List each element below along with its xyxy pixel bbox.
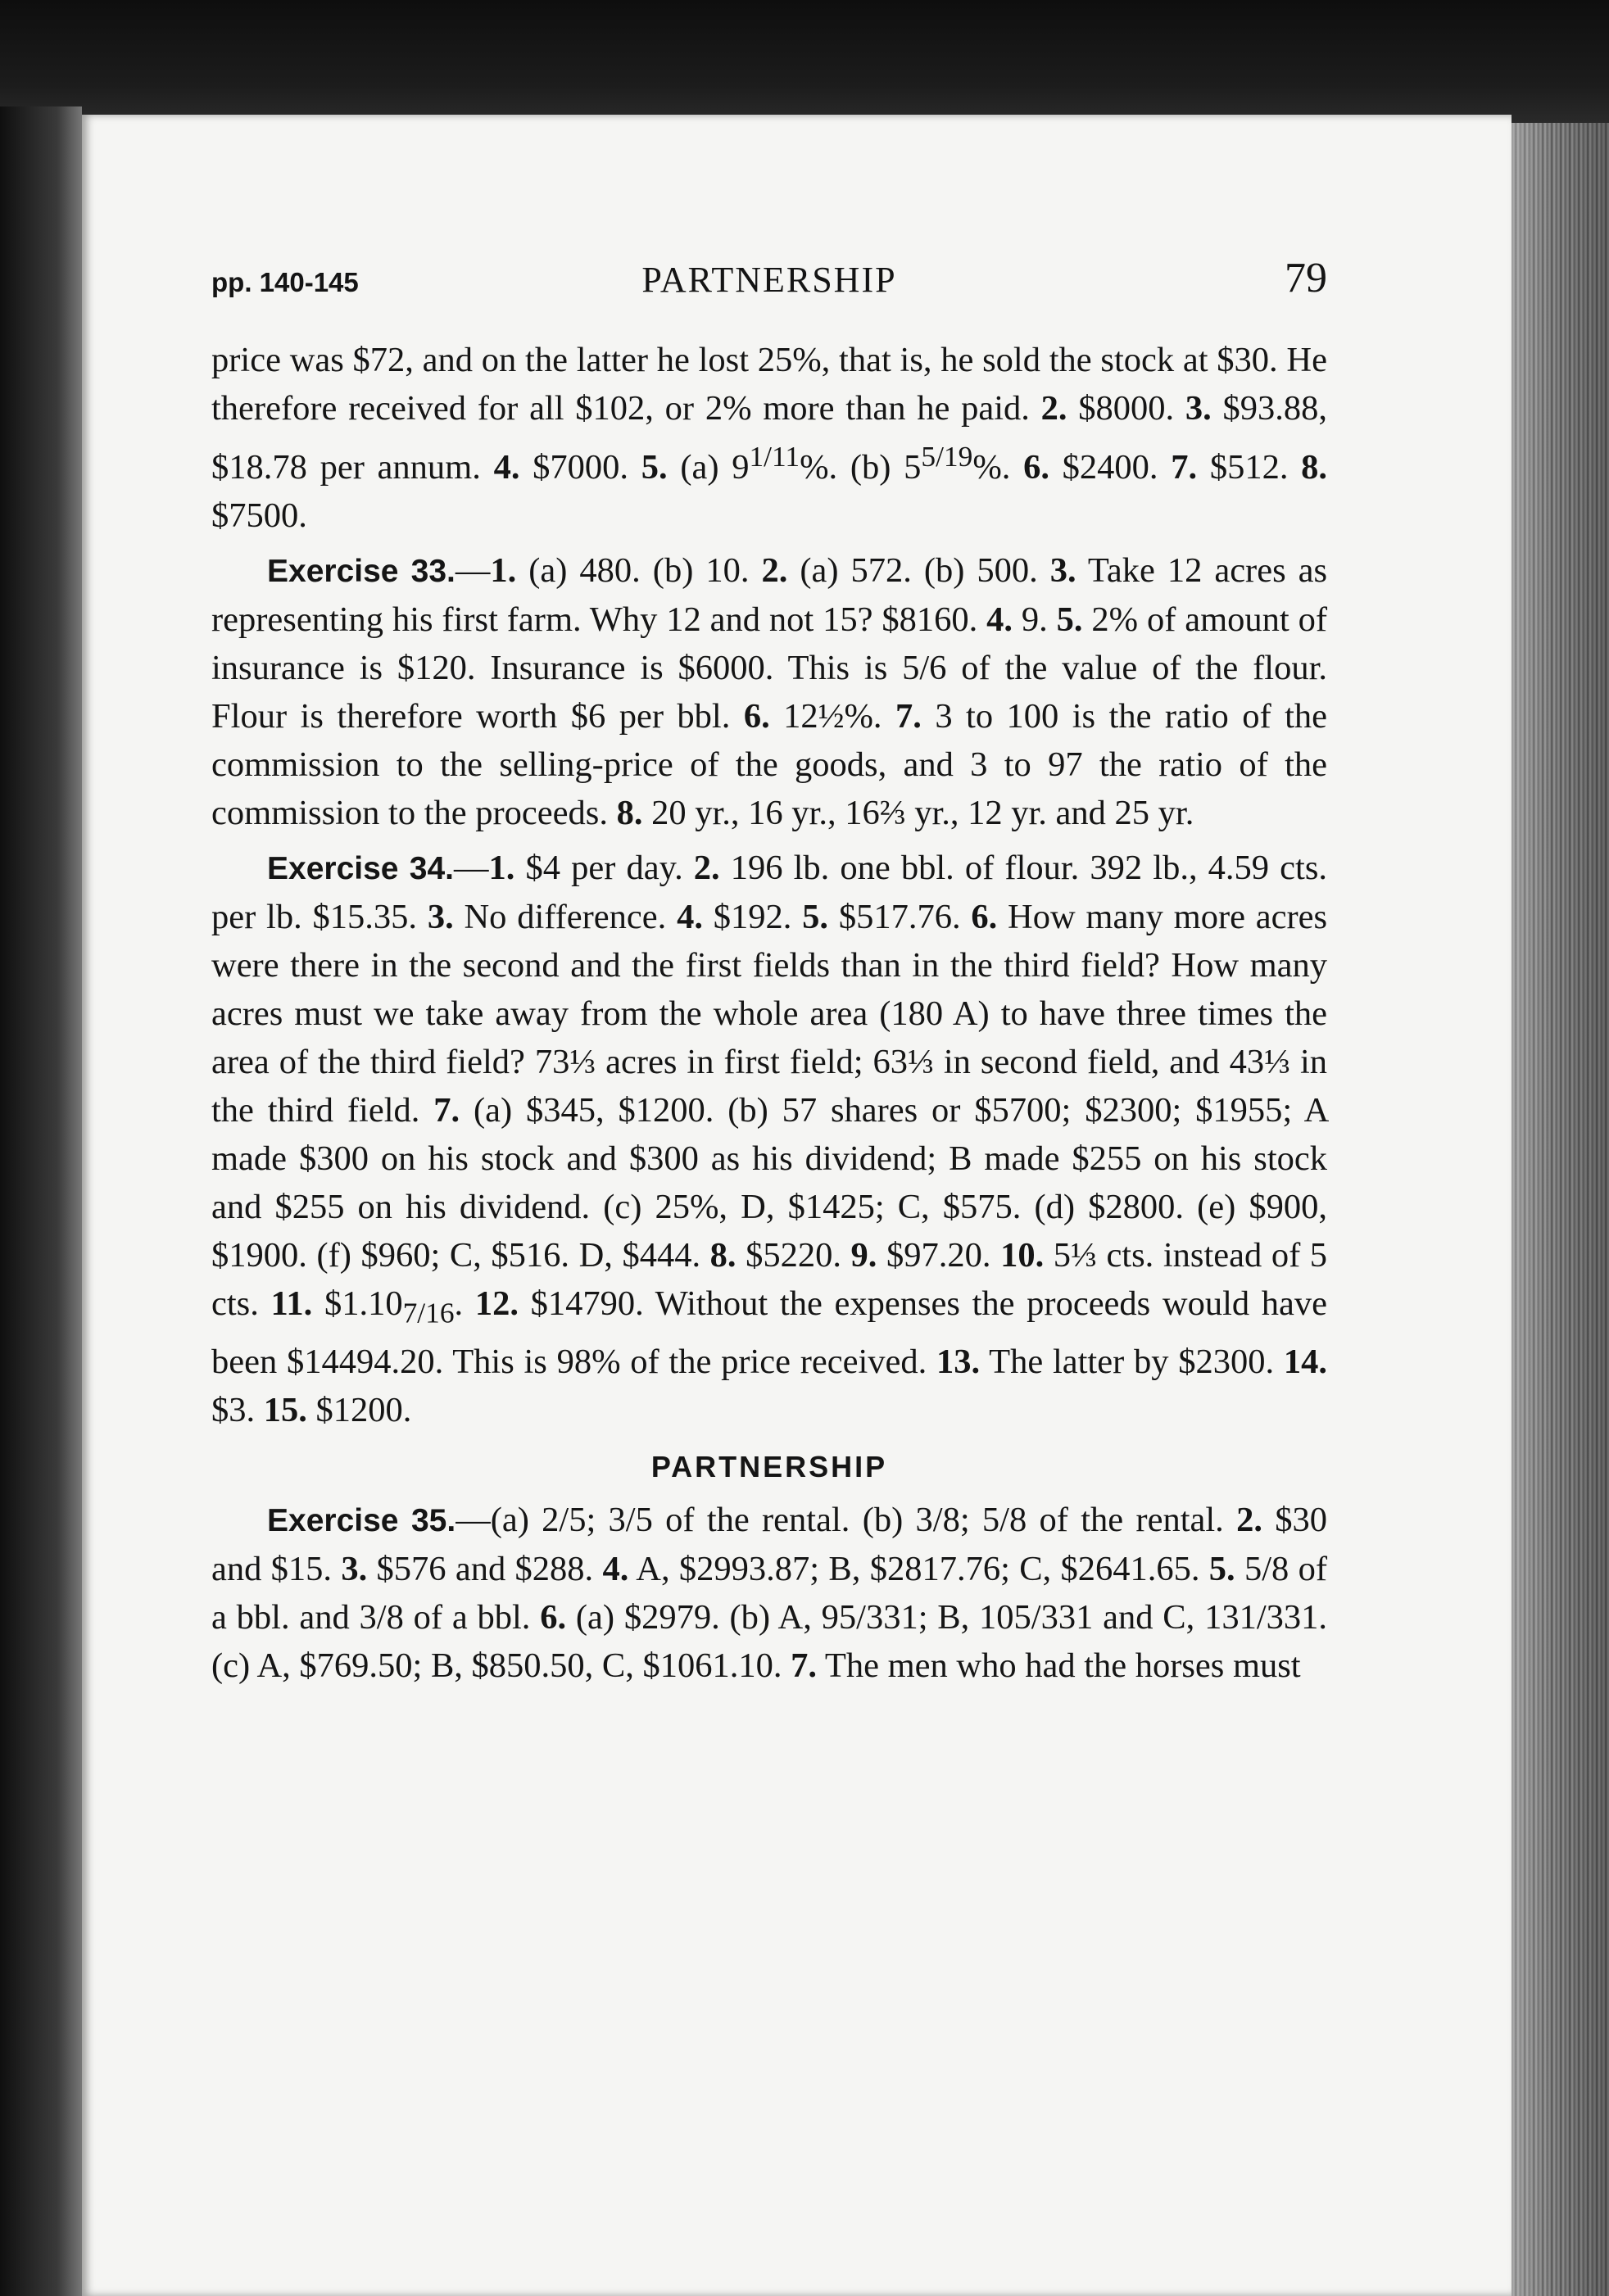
text-line: $2400. <box>1049 448 1172 487</box>
answer-number: 12. <box>474 1284 519 1324</box>
text-line: of 5 cts. <box>211 1236 1328 1324</box>
text-line: The latter by $2300. <box>980 1342 1284 1381</box>
text-line: $517.76. <box>828 898 972 937</box>
text-line: proceeds. <box>475 794 617 833</box>
answer-number: 4. <box>493 448 520 487</box>
text-line: A, $2993.87; B, <box>628 1549 861 1588</box>
text-line: of the goods, and 3 to 97 the ratio of the commission to the <box>211 745 1327 833</box>
text-line: (a) 9 <box>667 448 750 487</box>
text-line: $2979. (b) A, 95/331; B, 105/331 and C, 131/331. (c) A, $769.50; B, <box>211 1597 1328 1685</box>
text-line: flour. Flour is therefore worth $6 per bbl. <box>211 649 1328 736</box>
text-line: (a) 572. (b) 500. <box>787 551 1038 591</box>
text-line: 196 lb. one bbl. of flour. <box>719 849 1080 888</box>
exercise-label: Exercise 34. <box>267 851 455 887</box>
answer-number: 15. <box>263 1390 307 1429</box>
answer-number: 3. <box>427 898 454 937</box>
fraction: 5/19 <box>921 440 973 473</box>
text-line: $512. <box>1197 448 1302 487</box>
text-line: the proceeds would have been $14494.20. This is 98% of the <box>211 1284 1328 1381</box>
answer-number: 4. <box>986 600 1013 640</box>
page-edges-shade <box>1512 123 1609 2296</box>
text-line: price received. <box>721 1342 937 1381</box>
exercise-label: Exercise 33. <box>267 554 456 590</box>
text-line: $345, $1200. (b) 57 shares or $5700; $2300; $1955; A <box>526 1091 1328 1130</box>
text-line: 2% of amount of insurance <box>211 600 1328 688</box>
answer-number: 5. <box>802 898 829 937</box>
text-line: —(a) 2/5; 3/5 of the rental. (b) 3/8; 5/8 of the rental. <box>456 1500 1224 1539</box>
fraction: 7/16 <box>402 1296 455 1329</box>
text-line: made $300 on his stock and $300 as his dividend; B made <box>211 1139 1060 1179</box>
text-line: 5⅓ cts. instead <box>1044 1236 1262 1275</box>
answer-number: 6. <box>743 697 770 736</box>
text-line: — <box>454 849 489 888</box>
text-line: price was $72, and on the latter he lost 25%, that is, he sold the <box>211 341 1092 379</box>
text-line: $93.88, $18.78 per annum. <box>211 389 1327 487</box>
answer-number: 4. <box>677 898 703 937</box>
text-line: $850.50, C, $1061.10. <box>471 1646 791 1685</box>
text-line: %. (b) 5 <box>800 448 922 487</box>
text-line: $1200. <box>315 1390 412 1429</box>
text-line: three times the area of the third field? 73⅓ acres in first <box>211 994 1328 1082</box>
answer-number: 5. <box>1056 600 1083 640</box>
text-line: 20 yr., 16 yr., 16⅔ yr., 12 yr. and 25 yr. <box>642 794 1194 833</box>
page-body <box>211 336 1327 1690</box>
text-line: is $120. Insurance is $6000. This is 5/6 of the value of the <box>359 649 1239 688</box>
text-line: $192. <box>702 898 792 937</box>
answer-number: 2. <box>1236 1500 1262 1539</box>
answer-number: 8. <box>1301 448 1328 487</box>
text-line: $3. <box>211 1390 264 1429</box>
text-line: (a) <box>460 1091 513 1130</box>
text-line: second and the first fields than in the third field? How many <box>462 946 1327 985</box>
text-line: 9. <box>1012 600 1057 640</box>
text-line: stock at $30. He therefore received for all $102, or 2% more <box>211 341 1327 428</box>
answer-number: 4. <box>602 1549 629 1588</box>
exercise-label: Exercise 35. <box>267 1502 456 1538</box>
answer-number: 7. <box>433 1091 460 1130</box>
paragraph-continuation <box>211 336 1327 540</box>
fraction: 1/11 <box>749 440 800 473</box>
answer-number: 2. <box>761 551 788 591</box>
answer-number: 1. <box>488 849 515 888</box>
answer-number: 14. <box>1283 1342 1327 1381</box>
text-line: $14790. Without the expenses <box>518 1284 960 1324</box>
text-line: How many more acres were there in the <box>211 898 1328 985</box>
text-line: $516. D, $444. <box>491 1236 710 1275</box>
text-line: field; 63⅓ in second field, and 43⅓ in the third field. <box>211 1043 1328 1130</box>
text-line: 3 to 100 is the ratio of the commission to the selling-price <box>211 697 1328 785</box>
answer-number: 8. <box>709 1236 737 1275</box>
page-range: pp. 140-145 <box>211 267 359 297</box>
text-line: (a) <box>566 1597 615 1637</box>
exercise-35 <box>211 1496 1327 1690</box>
scan-background-left <box>0 106 82 2296</box>
section-heading: PARTNERSHIP <box>650 1449 888 1483</box>
answer-number: 3. <box>341 1549 368 1588</box>
text-line: — <box>455 551 491 591</box>
answer-number: 11. <box>270 1284 313 1324</box>
answer-number: 2. <box>1040 389 1067 428</box>
exercise-34 <box>211 844 1327 1434</box>
answer-number: 13. <box>936 1342 981 1381</box>
text-line: $1.10 <box>312 1284 403 1324</box>
text-line: $7500. <box>211 496 307 536</box>
answer-number: 7. <box>895 697 922 736</box>
text-line: (a) 480. (b) 10. <box>516 551 762 591</box>
text-line: $2817.76; C, $2641.65. <box>869 1549 1209 1588</box>
answer-number: 7. <box>791 1646 818 1685</box>
text-line: Take 12 acres as representing his first farm. Why 12 and <box>211 551 1328 640</box>
page-number: 79 <box>1285 255 1327 301</box>
answer-number: 3. <box>1185 389 1212 428</box>
text-line: $4 per day. <box>514 849 694 888</box>
answer-number: 9. <box>850 1236 877 1275</box>
text-line: $576 and $288. <box>367 1549 603 1588</box>
text-line: $97.20. <box>877 1236 1001 1275</box>
text-line: The men who had the horses must <box>817 1646 1301 1685</box>
answer-number: 3. <box>1049 551 1076 591</box>
text-line: 392 lb., 4.59 cts. per lb. $15.35. <box>211 849 1327 937</box>
text-line: No difference. <box>453 898 678 937</box>
answer-number: 6. <box>971 898 998 937</box>
scan-background-top <box>0 0 1609 123</box>
text-line: $5220. <box>736 1236 851 1275</box>
answer-number: 1. <box>490 551 517 591</box>
text-line: $7000. <box>533 448 641 487</box>
answer-number: 10. <box>1000 1236 1045 1275</box>
text-line: . <box>454 1284 475 1324</box>
answer-number: 5. <box>1208 1549 1235 1588</box>
text-line: $8000. <box>1067 389 1185 428</box>
text-line: $30 and $15. <box>211 1500 1328 1588</box>
answer-number: 8. <box>616 794 643 833</box>
running-title: PARTNERSHIP <box>641 260 897 300</box>
text-line: 12½%. <box>769 697 895 736</box>
text-line: $1425; C, $575. (d) $2800. (e) $900, $1900. (f) $960; C, <box>211 1188 1327 1275</box>
answer-number: 7. <box>1171 448 1198 487</box>
text-line: acres must we take away from the whole area (180 A) to have <box>211 994 1106 1034</box>
text-line: %. <box>972 448 1024 487</box>
answer-number: 6. <box>540 1597 567 1637</box>
text-line: 5/8 of a bbl. and 3/8 of a bbl. <box>211 1549 1327 1637</box>
exercise-33 <box>211 546 1327 837</box>
answer-number: 6. <box>1023 448 1049 487</box>
answer-number: 2. <box>693 849 720 888</box>
answer-number: 5. <box>641 448 668 487</box>
running-head <box>211 256 1327 305</box>
text-line: not 15? $8160. <box>768 600 987 640</box>
text-line: $255 on his stock and $255 on his dividend. (c) 25%, D, <box>211 1139 1327 1227</box>
text-line: than he paid. <box>845 389 1041 428</box>
